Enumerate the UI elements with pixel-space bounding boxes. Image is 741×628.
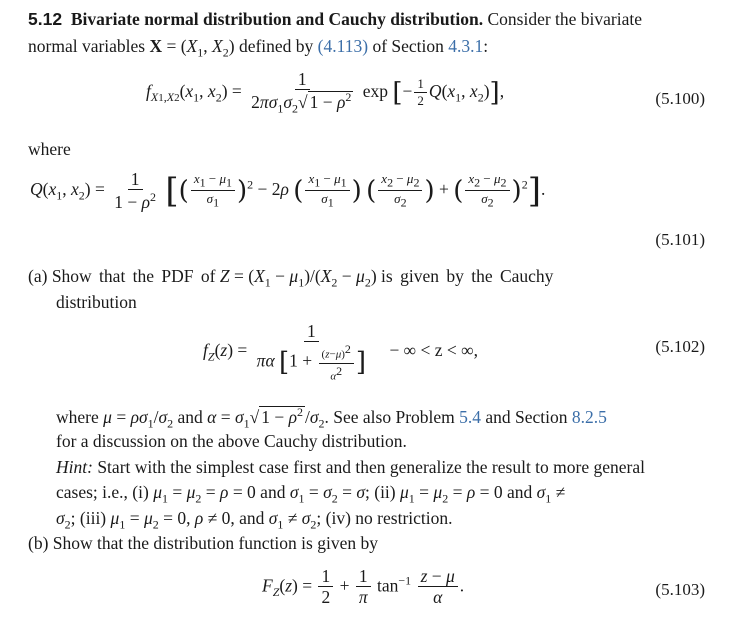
range-text: − ∞ < z < ∞,: [389, 340, 479, 361]
part-a-text-1: Show that the PDF of: [51, 266, 216, 286]
part-b-line: [28, 533, 378, 554]
intro-text-c: defined by: [238, 36, 314, 56]
hint-text-1: Start with the simplest case first and then generalize the result to more general: [97, 457, 645, 477]
equation-5-102: $f_Z(z)$ = 1 πα [1 + $\frac{(z-\mu)^2}{\alpha^2}$ ] − ∞ < z < ∞,: [203, 321, 479, 383]
where-label: where: [28, 139, 71, 159]
part-a-label: (a): [28, 266, 48, 286]
discussion-line: for a discussion on the above Cauchy distribution.: [56, 431, 407, 451]
equation-number-5-103: (5.103): [655, 580, 705, 599]
see-also-text: . See also Problem: [324, 406, 455, 427]
section-link[interactable]: 4.3.1: [448, 36, 484, 56]
intro-line-2: normal variables $X = (X_1$, $X_2$) defined by (4.113) of Section 4.3.1:: [28, 36, 489, 60]
hint-line-1: [56, 457, 645, 478]
part-a-line-1: (a) Show that the PDF of $Z = (X_1 - \mu_1)/(X_2 - \mu_2)$ is given by the Cauchy: [28, 266, 554, 290]
intro-text-b: normal variables: [28, 36, 146, 56]
section-8-link[interactable]: 8.2.5: [571, 406, 607, 427]
equation-link[interactable]: (4.113): [317, 36, 369, 56]
part-a-where-line: where $\mu = \rho\sigma_1/\sigma_2$ and $\alpha = \sigma_1√$ $1 - \rho^2$ $/\sigma_2$. See also Problem 5.4 and Section 8.2.5: [56, 405, 607, 431]
equation-5-101: $Q(x_1$, $x_2$) = $\frac{1}{1 - \rho^2}$ [( $\frac{x_1 - \mu_1}{\sigma_1}$ )$^2$ − 2ρ ( $\frac{x_1 - \mu_1}{\sigma_1}$ ) ( $\frac{x_2 - \mu_2}{\sigma_2}$ ) + ( $\frac{x_2 - \mu_2}{\sigma_2}$ )$^2$].: [30, 169, 546, 213]
problem-number: 5.12: [28, 9, 63, 29]
hint-line-2: cases; i.e., (i) $\mu_1 = \mu_2 = \rho = 0$ and $\sigma_1 = \sigma_2 = \sigma$; (ii) $\mu_1 = \mu_2 = \rho = 0$ and $\sigma_1$ ≠: [56, 482, 566, 506]
part-b-label: (b): [28, 533, 49, 553]
equation-number-5-101: (5.101): [655, 230, 705, 249]
problem-link[interactable]: 5.4: [459, 406, 482, 427]
hint-text-3: (iii): [79, 508, 107, 528]
part-b-text: Show that the distribution function is given by: [52, 533, 378, 553]
problem-title: Bivariate normal distribution and Cauchy distribution.: [70, 9, 484, 29]
equation-5-103: $F_Z(z)$ = $\frac{1}{2}$ + $\frac{1}{\pi}$ $\tan^{-1}$ $\frac{z - \mu}{\alpha}$ .: [262, 566, 465, 608]
hint-line-3: $\sigma_2$; (iii) $\mu_1 = \mu_2 = 0$, ρ ≠ 0, and $\sigma_1 \ne \sigma_2$; (iv) no restriction.: [56, 508, 453, 532]
equation-5-100: $f_{X1,X2}(x_1$, $x_2$) = $\frac{1}{2\pi\sigma_1\sigma_2√ 1 - \rho^2}$ exp [− $\frac{1}{2}$ $Q(x_1$, $x_2$)],: [146, 69, 505, 116]
hint-label: Hint:: [56, 457, 93, 477]
hint-text-4: (iv) no restriction.: [325, 508, 453, 528]
equation-number-5-100: (5.100): [655, 89, 705, 108]
intro-text: Consider the bivariate: [487, 9, 643, 29]
and-section-text: and Section: [485, 406, 568, 427]
problem-heading: [28, 9, 642, 30]
where-text: where: [56, 406, 99, 427]
part-a-text-3: distribution: [56, 292, 137, 312]
part-a-text-2: is given by the Cauchy: [381, 266, 554, 286]
equation-number-5-102: (5.102): [655, 337, 705, 356]
intro-text-d: of Section: [372, 36, 444, 56]
hint-text-2: cases; i.e., (i): [56, 482, 149, 502]
